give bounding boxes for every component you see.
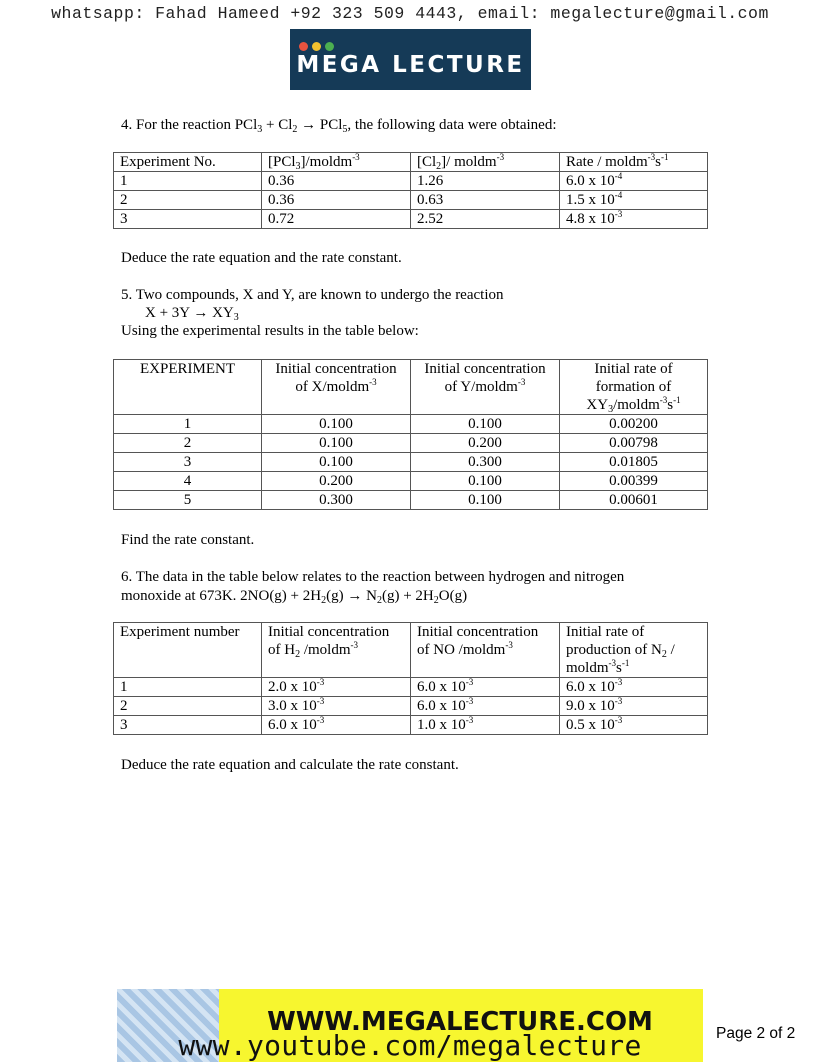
table-cell: 0.5 x $10^{-3}$ [560,716,708,735]
table-cell: 0.01805 [560,453,708,472]
table-cell: 1.0 x $10^{-3}$ [411,716,560,735]
table-row [114,210,708,229]
table-cell: 1.26 [411,172,560,191]
footer-website: WWW.MEGALECTURE.COM [267,1007,653,1037]
q6-header-h2: Initial concentration of $H_2$ /moldm$^{-3}$ [262,623,411,678]
table-cell: 6.0 x $10^{-3}$ [411,697,560,716]
q5-header-experiment: EXPERIMENT [114,360,262,415]
q4-header-pcl3: [PCl$_3$]/moldm$^{-3}$ [262,153,411,172]
table-header-row [114,360,708,415]
table-cell: 0.72 [262,210,411,229]
q6-intro-line1: 6. The data in the table below relates to the reaction between hydrogen and nitrogen [121,569,625,585]
q6-header-rate: Initial rate of production of $N_2$ / $moldm^{-3}s^{-1}$ [560,623,708,678]
table-cell: 0.00601 [560,491,708,510]
q4-intro: 4. For the reaction $PCl_3 + Cl_2 \to PCl_5$, the following data were obtained: [121,117,557,135]
q4-header-experiment: Experiment No. [114,153,262,172]
table-cell: 6.0 x $10^{-4}$ [560,172,708,191]
table-row [114,191,708,210]
q6-header-no: Initial concentration of NO /moldm$^{-3}$ [411,623,560,678]
q5-header-x: Initial concentration of X/moldm$^{-3}$ [262,360,411,415]
table-cell: 1 [114,172,262,191]
header-contact: whatsapp: Fahad Hameed +92 323 509 4443, email: megalecture@gmail.com [51,4,769,23]
table-cell: 6.0 x $10^{-3}$ [262,716,411,735]
table-cell: 0.100 [262,434,411,453]
table-cell: 1 [114,678,262,697]
q5-using: Using the experimental results in the table below: [121,323,419,339]
table-cell: 1 [114,415,262,434]
logo-dot-yellow [312,42,321,51]
table-cell: 2 [114,434,262,453]
table-cell: 3 [114,453,262,472]
q4-header-cl2: $[Cl_2]/$ moldm$^{-3}$ [411,153,560,172]
table-row [114,716,708,735]
page-number: Page 2 of 2 [716,1025,796,1042]
table-cell: 0.63 [411,191,560,210]
q4-question: Deduce the rate equation and the rate constant. [121,250,402,266]
logo-text: MEGA LECTURE [296,52,525,78]
table-row [114,453,708,472]
table-cell: 3.0 x $10^{-3}$ [262,697,411,716]
table-cell: 0.100 [411,415,560,434]
q5-equation: $X + 3Y \to XY_3$ [145,305,239,323]
table-row [114,697,708,716]
q6-table [113,622,708,735]
table-cell: 4.8 x $10^{-3}$ [560,210,708,229]
table-cell: 3 [114,716,262,735]
table-row [114,172,708,191]
q6-header-experiment: Experiment number [114,623,262,678]
q5-header-rate: Initial rate of formation of $XY_3/moldm^{-3}s^{-1}$ [560,360,708,415]
q5-question: Find the rate constant. [121,532,255,548]
table-header-row [114,623,708,678]
table-cell: 0.00200 [560,415,708,434]
table-cell: 2 [114,191,262,210]
logo-dot-red [299,42,308,51]
table-cell: 3 [114,210,262,229]
table-cell: 0.00399 [560,472,708,491]
table-cell: 2 [114,697,262,716]
q5-table [113,359,708,510]
table-cell: 0.100 [262,453,411,472]
table-row [114,472,708,491]
q6-question: Deduce the rate equation and calculate the rate constant. [121,757,459,773]
arrow-icon: → [193,305,209,321]
table-cell: 0.300 [411,453,560,472]
arrow-icon: → [347,588,363,604]
logo-dot-green [325,42,334,51]
arrow-icon: → [297,117,320,133]
table-cell: 0.100 [411,491,560,510]
table-cell: 2.52 [411,210,560,229]
table-cell: 6.0 x $10^{-3}$ [411,678,560,697]
mega-lecture-logo [290,29,531,90]
table-cell: 6.0 x $10^{-3}$ [560,678,708,697]
table-row [114,491,708,510]
table-row [114,678,708,697]
table-cell: 0.300 [262,491,411,510]
table-cell: 0.36 [262,191,411,210]
q5-intro: 5. Two compounds, X and Y, are known to undergo the reaction [121,287,504,303]
q4-header-rate: Rate / $moldm^{-3}s^{-1}$ [560,153,708,172]
table-cell: 0.100 [411,472,560,491]
table-row [114,415,708,434]
table-cell: 0.100 [262,415,411,434]
table-header-row [114,153,708,172]
q4-table [113,152,708,229]
q5-header-y: Initial concentration of Y/moldm$^{-3}$ [411,360,560,415]
table-cell: 1.5 x $10^{-4}$ [560,191,708,210]
table-cell: 2.0 x $10^{-3}$ [262,678,411,697]
table-cell: 9.0 x $10^{-3}$ [560,697,708,716]
table-cell: 4 [114,472,262,491]
table-row [114,434,708,453]
table-cell: 0.36 [262,172,411,191]
table-cell: 0.200 [262,472,411,491]
table-cell: 0.00798 [560,434,708,453]
table-cell: 0.200 [411,434,560,453]
q6-intro-line2: monoxide at 673K. $2NO(g) + 2H_2(g) \to N_2(g) + 2H_2O(g)$ [121,588,468,606]
footer-banner [117,989,703,1062]
footer-youtube: www.youtube.com/megalecture [178,1029,642,1062]
table-cell: 5 [114,491,262,510]
